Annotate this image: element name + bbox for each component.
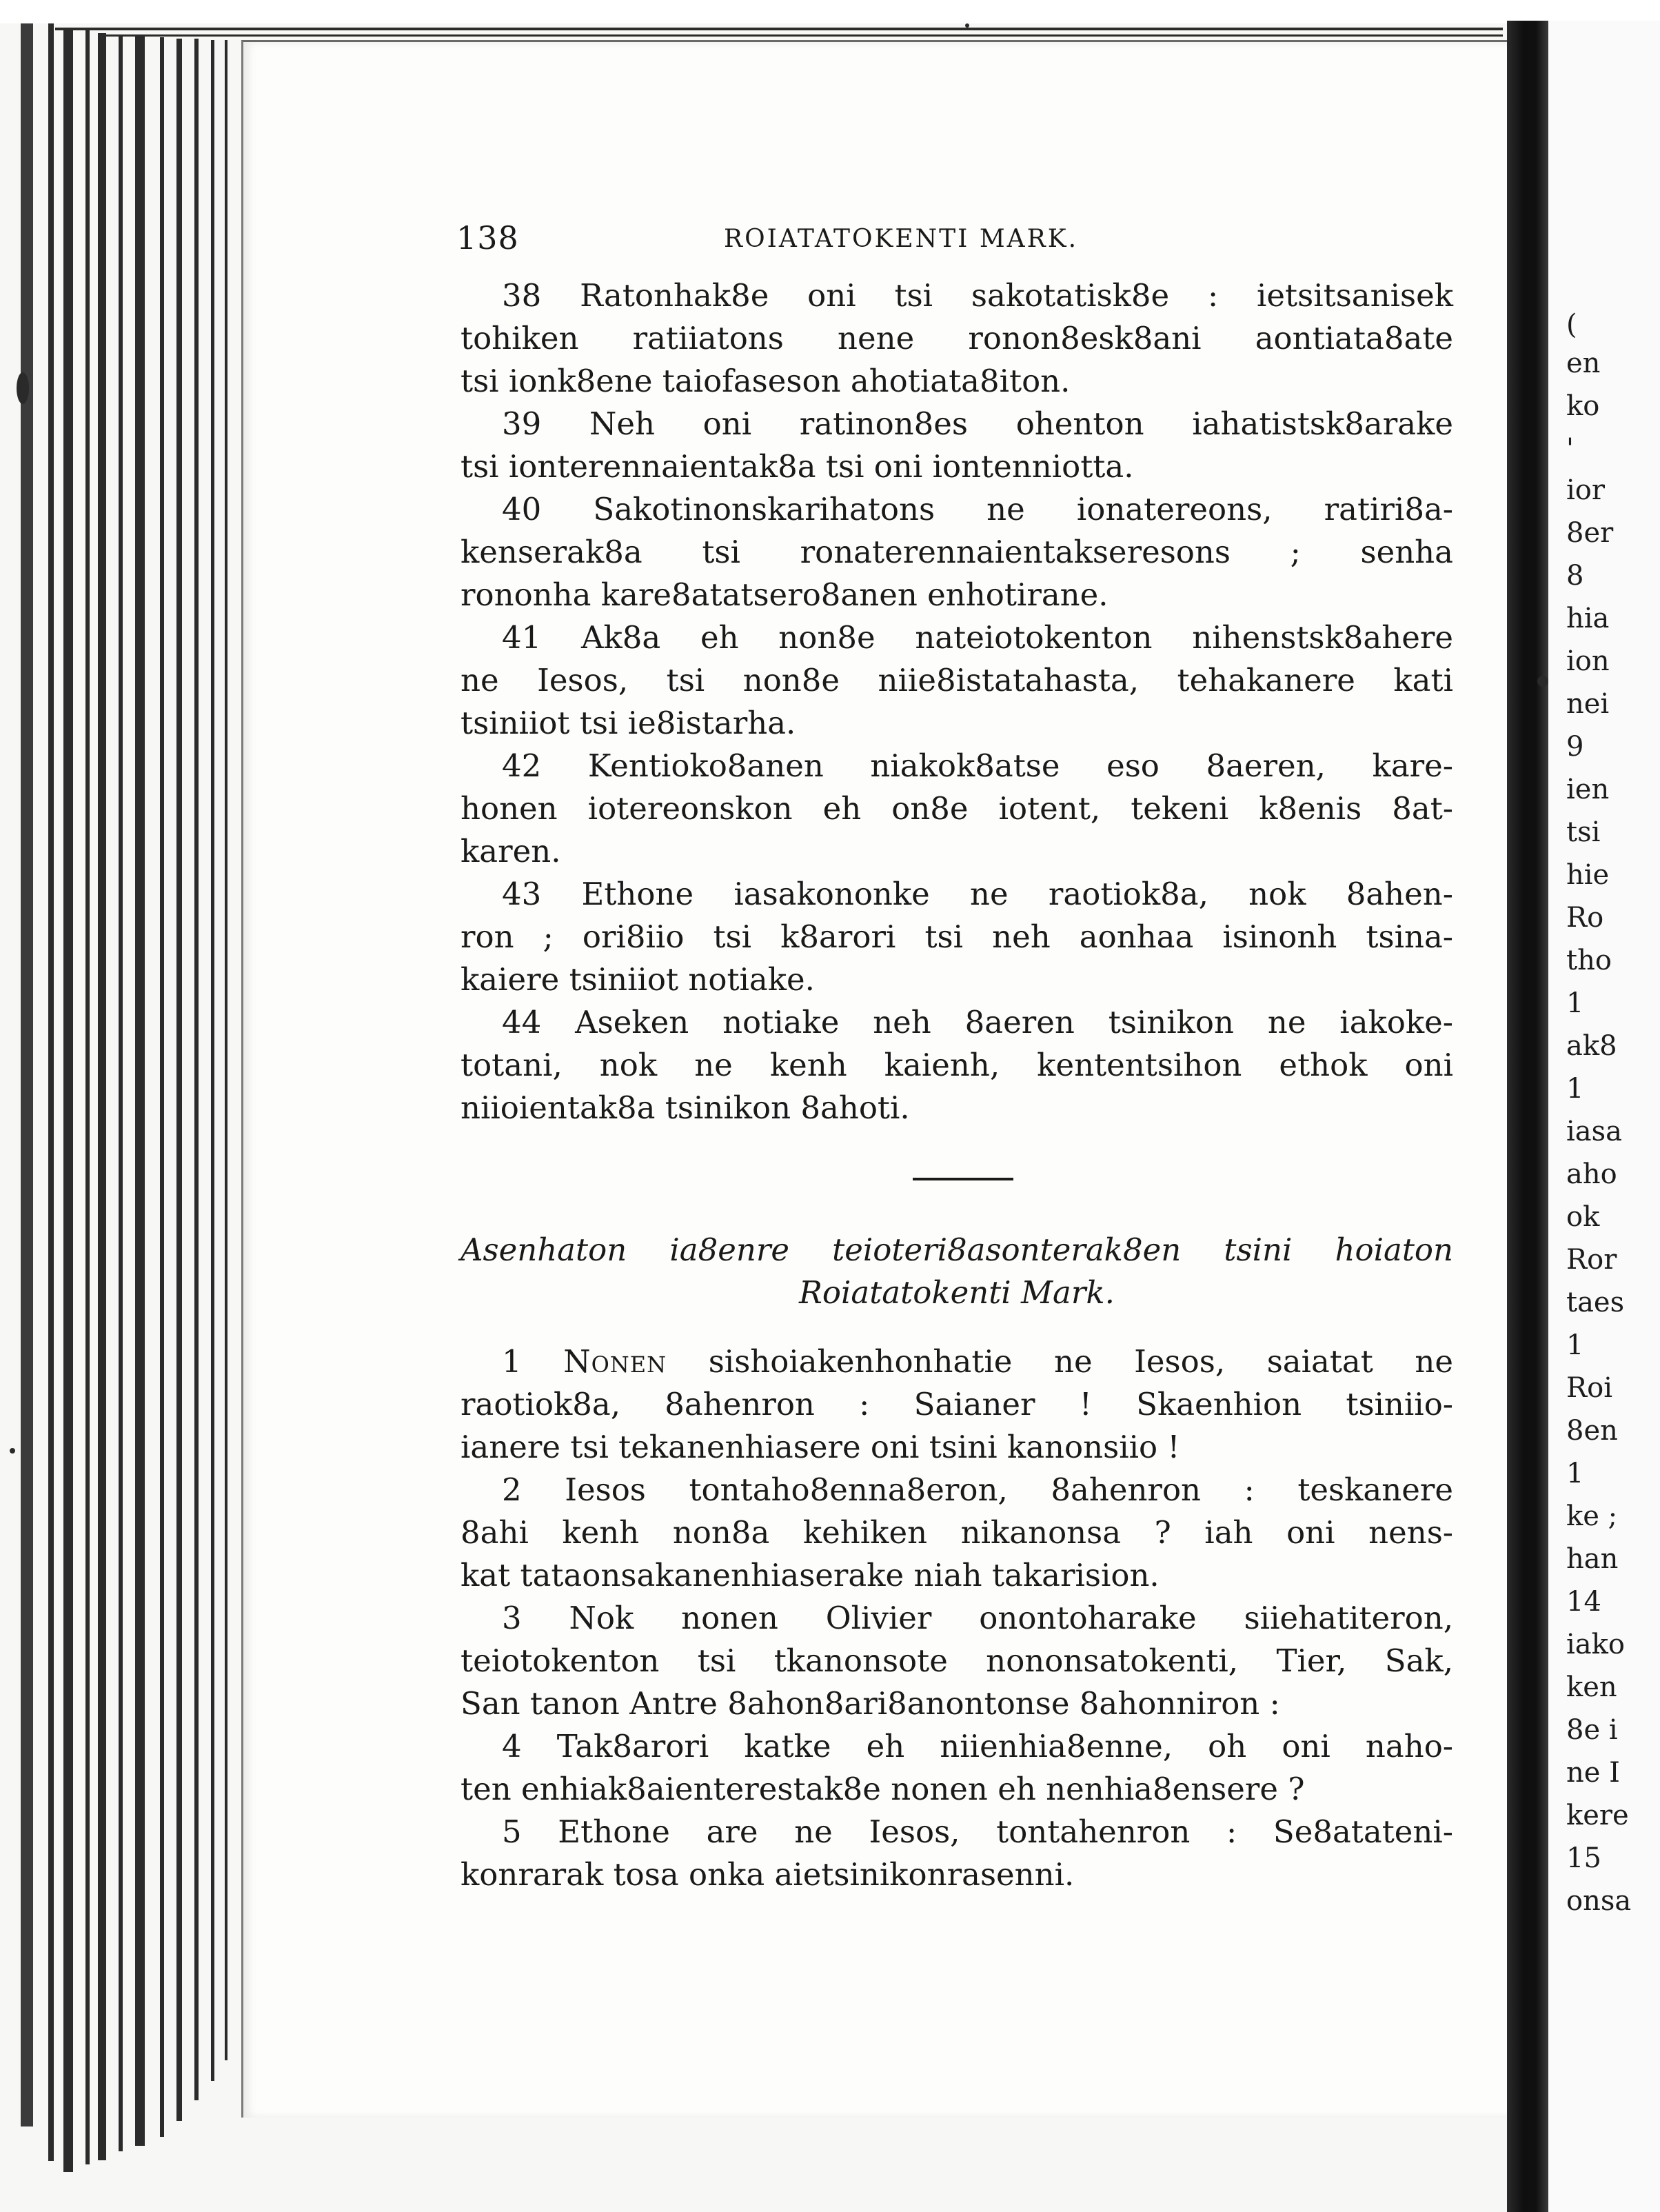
text-line: ron ; ori8iio tsi k8arori tsi neh aonhaa isinonh tsina- xyxy=(460,918,1453,955)
right-fragment: ion xyxy=(1566,645,1610,677)
text-line: kenserak8a tsi ronaterennaientakseresons ; senha xyxy=(460,534,1453,570)
page-text-block xyxy=(456,219,1459,1896)
right-fragment: ok xyxy=(1566,1201,1600,1233)
book-gutter xyxy=(1507,21,1548,2212)
right-fragment: iako xyxy=(1566,1629,1625,1660)
page-stack-top-edge xyxy=(103,34,1503,37)
text-line: 1 Nonen sishoiakenhonhatie ne Iesos, saiatat ne xyxy=(502,1343,1453,1380)
right-fragment: tsi xyxy=(1566,816,1601,848)
text-line: teiotokenton tsi tkanonsote nononsatokenti, Tier, Sak, xyxy=(460,1642,1453,1679)
text-line: tsi ionterennaientak8a tsi oni iontenniotta. xyxy=(460,448,1134,485)
page-stack-edge xyxy=(63,28,73,2172)
section-divider-rule xyxy=(913,1178,1013,1180)
text-line: kat tataonsakanenhiaserake niah takarision. xyxy=(460,1557,1160,1593)
right-fragment: hie xyxy=(1566,859,1610,891)
page-stack-edge xyxy=(194,39,199,2100)
page-stack-top-edge xyxy=(55,28,1503,30)
text-line: konrarak tosa onka aietsinikonrasenni. xyxy=(460,1856,1075,1893)
right-fragment: ne I xyxy=(1566,1757,1620,1789)
right-fragment: 14 xyxy=(1566,1586,1601,1618)
text-line: karen. xyxy=(460,833,561,869)
text-line: rononha kare8atatsero8anen enhotirane. xyxy=(460,576,1109,613)
page-stack-edge xyxy=(98,33,106,2160)
scan-speck xyxy=(10,1448,15,1454)
text-line: niioientak8a tsinikon 8ahoti. xyxy=(460,1089,910,1126)
page-stack-edge xyxy=(48,23,54,2161)
page-header xyxy=(456,219,1459,274)
right-fragment: 8e i xyxy=(1566,1714,1618,1746)
right-fragment: aho xyxy=(1566,1158,1617,1190)
text-line: tsiniiot tsi ie8istarha. xyxy=(460,705,796,741)
right-fragment: ke ; xyxy=(1566,1500,1618,1532)
right-fragment: 1 xyxy=(1566,1073,1584,1105)
text-line: 40 Sakotinonskarihatons ne ionatereons, ratiri8a- xyxy=(502,491,1453,527)
right-fragment: ien xyxy=(1566,774,1610,805)
text-line: ianere tsi tekanenhiasere oni tsini kanonsiio ! xyxy=(460,1429,1180,1465)
text-line: 41 Ak8a eh non8e nateiotokenton nihenstsk8ahere xyxy=(502,619,1453,656)
text-line: totani, nok ne kenh kaienh, kententsihon ethok oni xyxy=(460,1047,1453,1083)
chapter-opening-word: Nonen xyxy=(563,1343,667,1380)
right-fragment: kere xyxy=(1566,1800,1629,1831)
text-line: 3 Nok nonen Olivier onontoharake siiehatiteron, xyxy=(502,1600,1453,1636)
scan-top-border xyxy=(0,0,1660,23)
right-fragment: 15 xyxy=(1566,1842,1601,1874)
verses-section-new-chapter xyxy=(460,1340,1459,1896)
chapter-title xyxy=(460,1229,1459,1314)
text-line: tohiken ratiiatons nene ronon8esk8ani aontiata8ate xyxy=(460,320,1453,356)
right-fragment: ' xyxy=(1566,433,1574,465)
right-fragment: ior xyxy=(1566,474,1605,506)
right-fragment: 8 xyxy=(1566,560,1584,592)
text-line: 38 Ratonhak8e oni tsi sakotatisk8e : ietsitsanisek xyxy=(502,277,1453,314)
right-fragment: iasa xyxy=(1566,1116,1623,1147)
right-fragment: onsa xyxy=(1566,1885,1632,1917)
right-fragment: tho xyxy=(1566,945,1612,976)
scan-speck xyxy=(17,372,29,404)
right-fragment: ( xyxy=(1566,309,1577,341)
page-number: 138 xyxy=(456,219,519,257)
right-fragment: Ro xyxy=(1566,902,1604,934)
right-fragment: 1 xyxy=(1566,1458,1584,1489)
text-line: tsi ionk8ene taiofaseson ahotiata8iton. xyxy=(460,363,1071,399)
page-stack-edge xyxy=(225,40,227,2060)
text-line: 4 Tak8arori katke eh niienhia8enne, oh oni naho- xyxy=(502,1728,1453,1764)
text-line: ne Iesos, tsi non8e niie8istatahasta, tehakanere kati xyxy=(460,662,1453,698)
text-line: 5 Ethone are ne Iesos, tontahenron : Se8atateni- xyxy=(502,1813,1453,1850)
right-fragment: hia xyxy=(1566,603,1610,634)
text-line: 2 Iesos tontaho8enna8eron, 8ahenron : teskanere xyxy=(502,1471,1453,1508)
text-line: 43 Ethone iasakononke ne raotiok8a, nok 8ahen- xyxy=(502,876,1453,912)
right-fragment: han xyxy=(1566,1543,1619,1575)
right-fragment: Ror xyxy=(1566,1244,1617,1276)
text-line: 8ahi kenh non8a kehiken nikanonsa ? iah oni nens- xyxy=(460,1514,1453,1551)
page-stack-edge xyxy=(176,39,182,2121)
text-line: San tanon Antre 8ahon8ari8anontonse 8ahonniron : xyxy=(460,1685,1280,1722)
right-fragment: ko xyxy=(1566,390,1600,422)
chapter-title-line: Roiatatokenti Mark. xyxy=(799,1274,1115,1311)
verses-section-previous-chapter xyxy=(460,274,1459,1129)
page-stack-edge xyxy=(135,36,145,2146)
right-fragment: 8en xyxy=(1566,1415,1618,1447)
page-stack-edge xyxy=(119,34,123,2151)
page-stack-edge xyxy=(85,30,90,2164)
text-line: 39 Neh oni ratinon8es ohenton iahatistsk8arake xyxy=(502,405,1453,442)
right-fragment: ken xyxy=(1566,1671,1617,1703)
book-cover-edge xyxy=(21,23,33,2126)
page-stack-edge xyxy=(211,40,214,2081)
right-fragment: 9 xyxy=(1566,731,1584,763)
text-line: 44 Aseken notiake neh 8aeren tsinikon ne iakoke- xyxy=(502,1004,1453,1040)
scan-speck xyxy=(1537,676,1548,687)
scan-speck xyxy=(965,23,969,28)
text-line: kaiere tsiniiot notiake. xyxy=(460,961,815,998)
right-fragment: Roi xyxy=(1566,1372,1612,1404)
text-line: ten enhiak8aienterestak8e nonen eh nenhia8ensere ? xyxy=(460,1771,1305,1807)
right-fragment: 1 xyxy=(1566,987,1584,1019)
text-line: raotiok8a, 8ahenron : Saianer ! Skaenhion tsiniio- xyxy=(460,1386,1453,1422)
right-fragment: en xyxy=(1566,348,1601,379)
text-line: honen iotereonskon eh on8e iotent, tekeni k8enis 8at- xyxy=(460,790,1453,827)
page-stack-edge xyxy=(160,37,164,2137)
right-fragment: ak8 xyxy=(1566,1030,1617,1062)
running-head: ROIATATOKENTI MARK. xyxy=(724,225,1079,253)
right-fragment: 1 xyxy=(1566,1329,1584,1361)
right-fragment: taes xyxy=(1566,1287,1625,1318)
text-line: 42 Kentioko8anen niakok8atse eso 8aeren, kare- xyxy=(502,747,1453,784)
chapter-title-line: Asenhaton ia8enre teioteri8asonterak8en tsini hoiaton xyxy=(460,1231,1453,1268)
right-fragment: nei xyxy=(1566,688,1610,720)
right-fragment: 8er xyxy=(1566,517,1614,549)
